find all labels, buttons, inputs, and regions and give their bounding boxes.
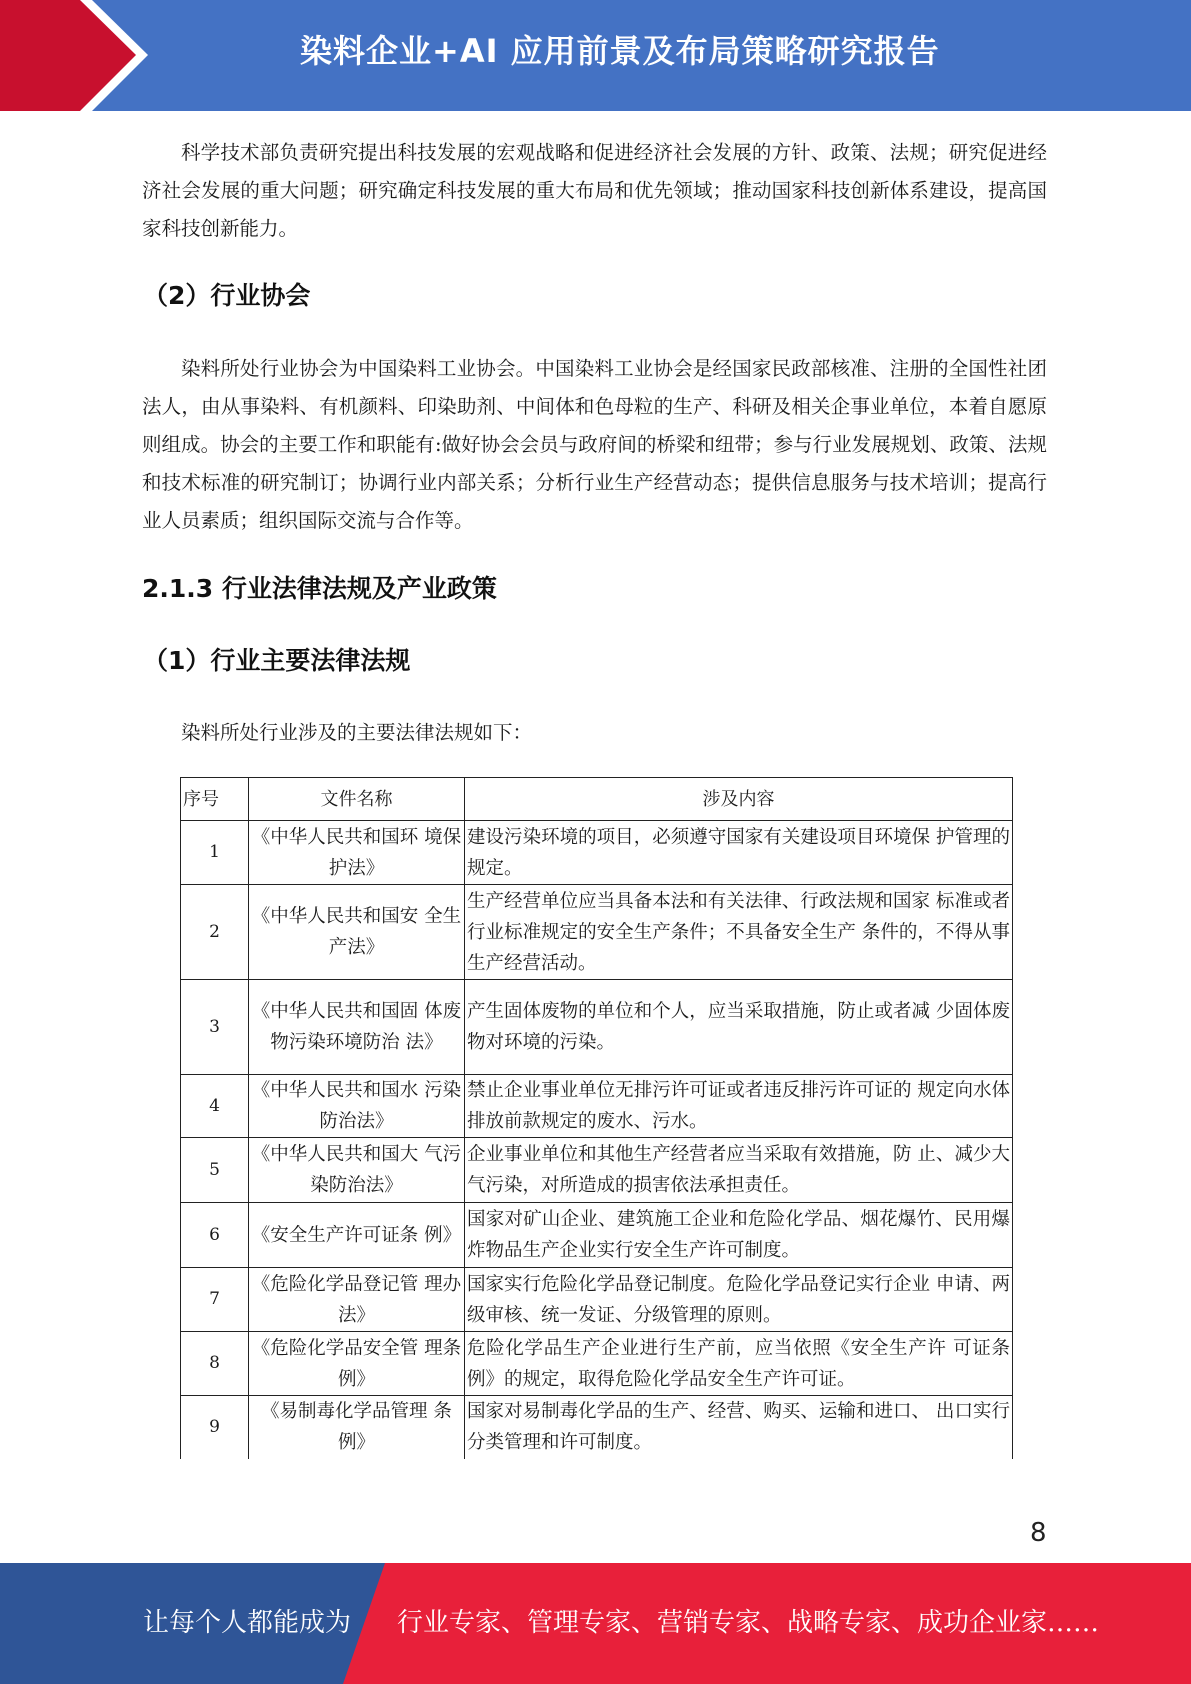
heading-main-laws: （1）行业主要法律法规 bbox=[143, 646, 411, 675]
document-content: 禁止企业事业单位无排污许可证或者违反排污许可证的 规定向水体排放前款规定的废水、污水。 bbox=[465, 1075, 1013, 1138]
table-row bbox=[181, 1332, 1013, 1396]
footer-slogan-right: 行业专家、管理专家、营销专家、战略专家、成功企业家…… bbox=[397, 1608, 1100, 1638]
row-number: 1 bbox=[181, 821, 249, 885]
table-header-row bbox=[181, 778, 1013, 821]
page-number: 8 bbox=[1030, 1518, 1047, 1548]
table-row bbox=[181, 1075, 1013, 1138]
row-number: 4 bbox=[181, 1075, 249, 1138]
document-name: 《易制毒化学品管理 条例》 bbox=[249, 1396, 465, 1459]
report-title: 染料企业+AI 应用前景及布局策略研究报告 bbox=[300, 32, 940, 70]
row-number: 3 bbox=[181, 980, 249, 1075]
document-content: 产生固体废物的单位和个人，应当采取措施，防止或者减 少固体废物对环境的污染。 bbox=[465, 980, 1013, 1075]
document-content: 企业事业单位和其他生产经营者应当采取有效措施，防 止、减少大气污染，对所造成的损害依法承担责任。 bbox=[465, 1138, 1013, 1203]
document-name: 《中华人民共和国水 污染防治法》 bbox=[249, 1075, 465, 1138]
table-row bbox=[181, 1203, 1013, 1268]
document-name: 《中华人民共和国安 全生产法》 bbox=[249, 885, 465, 980]
table-row bbox=[181, 1268, 1013, 1332]
footer-slogan-left: 让每个人都能成为 bbox=[143, 1608, 352, 1638]
paragraph-industry-association: 染料所处行业协会为中国染料工业协会。中国染料工业协会是经国家民政部核准、注册的全国性社团法人，由从事染料、有机颜料、印染助剂、中间体和色母粒的生产、科研及相关企事业单位，本着自愿原则组成。协会的主要工作和职能有:做好协会会员与政府间的桥梁和纽带；参与行业发展规划、政策、法规和技术标准的研究制订；协调行业内部关系；分析行业生产经营动态；提供信息服务与技术培训；提高行业人员素质；组织国际交流与合作等。 bbox=[142, 357, 1047, 532]
page-footer bbox=[0, 1563, 1191, 1684]
document-name: 《危险化学品安全管 理条例》 bbox=[249, 1332, 465, 1396]
paragraph-laws-intro: 染料所处行业涉及的主要法律法规如下： bbox=[181, 721, 533, 744]
document-content: 国家对易制毒化学品的生产、经营、购买、运输和进口、 出口实行分类管理和许可制度。 bbox=[465, 1396, 1013, 1459]
column-header-content: 涉及内容 bbox=[465, 778, 1013, 821]
header-chevron-decoration bbox=[0, 0, 160, 111]
row-number: 8 bbox=[181, 1332, 249, 1396]
document-content: 生产经营单位应当具备本法和有关法律、行政法规和国家 标准或者行业标准规定的安全生产条件；不具备安全生产 条件的，不得从事生产经营活动。 bbox=[465, 885, 1013, 980]
laws-table bbox=[180, 777, 1013, 1459]
column-header-number: 序号 bbox=[181, 778, 249, 821]
table-row bbox=[181, 1396, 1013, 1459]
page-header bbox=[0, 0, 1191, 111]
heading-industry-association: （2）行业协会 bbox=[143, 281, 311, 310]
row-number: 2 bbox=[181, 885, 249, 980]
table-row bbox=[181, 1138, 1013, 1203]
paragraph-mostc: 科学技术部负责研究提出科技发展的宏观战略和促进经济社会发展的方针、政策、法规；研究促进经济社会发展的重大问题；研究确定科技发展的重大布局和优先领域；推动国家科技创新体系建设，提高国家科技创新能力。 bbox=[142, 141, 1047, 240]
document-content: 国家实行危险化学品登记制度。危险化学品登记实行企业 申请、两级审核、统一发证、分级管理的原则。 bbox=[465, 1268, 1013, 1332]
document-content: 危险化学品生产企业进行生产前，应当依照《安全生产许 可证条例》的规定，取得危险化学品安全生产许可证。 bbox=[465, 1332, 1013, 1396]
document-name: 《中华人民共和国固 体废物污染环境防治 法》 bbox=[249, 980, 465, 1075]
row-number: 7 bbox=[181, 1268, 249, 1332]
row-number: 5 bbox=[181, 1138, 249, 1203]
document-content: 建设污染环境的项目，必须遵守国家有关建设项目环境保 护管理的规定。 bbox=[465, 821, 1013, 885]
document-name: 《危险化学品登记管 理办法》 bbox=[249, 1268, 465, 1332]
table-row bbox=[181, 980, 1013, 1075]
section-title: 2.1.3 行业法律法规及产业政策 bbox=[142, 574, 497, 603]
document-name: 《中华人民共和国大 气污染防治法》 bbox=[249, 1138, 465, 1203]
document-name: 《安全生产许可证条 例》 bbox=[249, 1203, 465, 1268]
table-row bbox=[181, 885, 1013, 980]
row-number: 9 bbox=[181, 1396, 249, 1459]
table-row bbox=[181, 821, 1013, 885]
document-name: 《中华人民共和国环 境保护法》 bbox=[249, 821, 465, 885]
column-header-name: 文件名称 bbox=[249, 778, 465, 821]
document-content: 国家对矿山企业、建筑施工企业和危险化学品、烟花爆竹、民用爆炸物品生产企业实行安全生产许可制度。 bbox=[465, 1203, 1013, 1268]
row-number: 6 bbox=[181, 1203, 249, 1268]
